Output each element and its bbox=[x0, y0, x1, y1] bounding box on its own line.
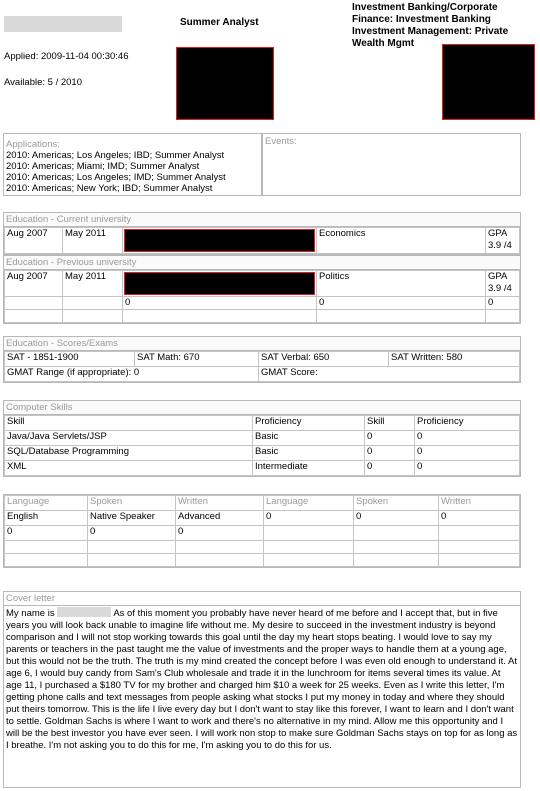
application-item: 2010: Americas; New York; IBD; Summer Analyst bbox=[6, 183, 213, 194]
table-row: SQL/Database Programming Basic 0 0 bbox=[5, 446, 520, 461]
education-previous-table bbox=[4, 270, 520, 323]
sat-written: SAT Written: 580 bbox=[389, 352, 520, 367]
edu-gpa bbox=[486, 228, 520, 254]
application-item: 2010: Americas; Los Angeles; IMD; Summer Analyst bbox=[6, 172, 226, 183]
redacted-logo bbox=[442, 44, 535, 120]
gpa-value: 3.9 /4 bbox=[488, 283, 512, 294]
division-line: Investment Management: Private bbox=[352, 26, 509, 37]
language-table bbox=[4, 495, 520, 567]
zero-value: 0 bbox=[123, 297, 317, 310]
education-previous-section bbox=[3, 255, 521, 324]
computer-skills-section bbox=[3, 400, 521, 477]
col-header: Written bbox=[176, 496, 264, 511]
division-line: Investment Banking/Corporate bbox=[352, 2, 498, 13]
cover-letter-section bbox=[3, 591, 521, 788]
edu-end: May 2011 bbox=[63, 228, 123, 254]
zero-value: 0 bbox=[486, 297, 520, 310]
sat-verbal: SAT Verbal: 650 bbox=[259, 352, 389, 367]
cover-letter-text bbox=[4, 606, 520, 753]
computer-skills-table bbox=[4, 415, 520, 476]
col-header: Language bbox=[5, 496, 88, 511]
language-section bbox=[3, 494, 521, 568]
section-title: Education - Current university bbox=[4, 213, 520, 227]
sat-total: SAT - 1851-1900 bbox=[5, 352, 135, 367]
applications-label: Applications: bbox=[6, 139, 60, 150]
sat-math: SAT Math: 670 bbox=[135, 352, 259, 367]
events-box bbox=[262, 133, 521, 196]
edu-school-redacted bbox=[123, 228, 317, 254]
table-row: XML Intermediate 0 0 bbox=[5, 461, 520, 476]
edu-major: Politics bbox=[317, 271, 486, 297]
col-header: Proficiency bbox=[415, 416, 520, 431]
zero-value: 0 bbox=[317, 297, 486, 310]
available-date: Available: 5 / 2010 bbox=[4, 77, 82, 88]
gmat-range: GMAT Range (if appropriate): 0 bbox=[5, 367, 259, 382]
education-current-table bbox=[4, 227, 520, 254]
education-current-section bbox=[3, 212, 521, 255]
application-item: 2010: Americas; Los Angeles; IBD; Summer Analyst bbox=[6, 150, 225, 161]
edu-school-redacted bbox=[123, 271, 317, 297]
division-line: Wealth Mgmt bbox=[352, 38, 415, 49]
gmat-score: GMAT Score: bbox=[259, 367, 520, 382]
edu-start: Aug 2007 bbox=[5, 228, 63, 254]
edu-gpa bbox=[486, 271, 520, 297]
col-header: Written bbox=[439, 496, 520, 511]
cover-letter-lead: My name is bbox=[6, 608, 55, 619]
col-header: Proficiency bbox=[253, 416, 365, 431]
scores-table bbox=[4, 351, 520, 382]
col-header: Spoken bbox=[88, 496, 176, 511]
col-header: Spoken bbox=[354, 496, 439, 511]
edu-end: May 2011 bbox=[63, 271, 123, 297]
redacted-photo bbox=[176, 47, 274, 120]
blurred-name bbox=[4, 16, 122, 32]
cover-letter-body: As of this moment you probably have never heard of me before and I accept that, but in five years you will look back unable to imagine life without me. My desire to succeed in the investment industry is beyond comparison and I will not stop working towards this goal until the day my heart stops beating. I would love to say my parents or teachers in the past taught me the value of investments and the proper ways to handle them at a young age, but this would not be the truth. The truth is my mind created the concept before I was even old enough to understand it. At age 6, I would buy candy from Sam's Club wholesale and trade it in the lunchroom for items several times its value. At age 11, I purchased a $180 TV for my brother and charged him $10 a week for 25 weeks. Even as I write this letter, I'm getting phone calls and text messages from people asking what stocks I put my money in today and where they should put theirs tomorrow. This is the life I live every day but I don't want to stay like this forever, I want to learn and I don't want to settle. Goldman Sachs is where I want to work and there's no alternative in my mind. Allow me this opportunity and I will be the best investor you have ever seen. I will work non stop to make sure Goldman Sachs stays on top for as long as I breathe. I'm not asking you to do this for me, I'm asking you to do this for us. bbox=[6, 608, 518, 751]
blurred-name bbox=[57, 607, 111, 617]
scores-section bbox=[3, 336, 521, 383]
gpa-value: 3.9 /4 bbox=[488, 240, 512, 251]
events-label: Events: bbox=[265, 136, 297, 147]
division-list bbox=[352, 2, 538, 50]
col-header: Language bbox=[264, 496, 354, 511]
section-title: Education - Scores/Exams bbox=[4, 337, 520, 351]
col-header: Skill bbox=[365, 416, 415, 431]
table-row: English Native Speaker Advanced 0 0 0 bbox=[5, 511, 520, 526]
section-title: Education - Previous university bbox=[4, 256, 520, 270]
application-item: 2010: Americas; Miami; IMD; Summer Analyst bbox=[6, 161, 200, 172]
edu-major: Economics bbox=[317, 228, 486, 254]
division-line: Finance: Investment Banking bbox=[352, 14, 491, 25]
section-title: Cover letter bbox=[4, 592, 520, 606]
position-title: Summer Analyst bbox=[180, 17, 259, 28]
section-title: Computer Skills bbox=[4, 401, 520, 415]
table-row: 0 0 0 bbox=[5, 526, 520, 541]
edu-start: Aug 2007 bbox=[5, 271, 63, 297]
table-row: Java/Java Servlets/JSP Basic 0 0 bbox=[5, 431, 520, 446]
applications-box bbox=[3, 133, 262, 196]
col-header: Skill bbox=[5, 416, 253, 431]
applied-date: Applied: 2009-11-04 00:30:46 bbox=[4, 51, 129, 62]
gpa-label: GPA bbox=[488, 271, 508, 282]
gpa-label: GPA bbox=[488, 228, 508, 239]
